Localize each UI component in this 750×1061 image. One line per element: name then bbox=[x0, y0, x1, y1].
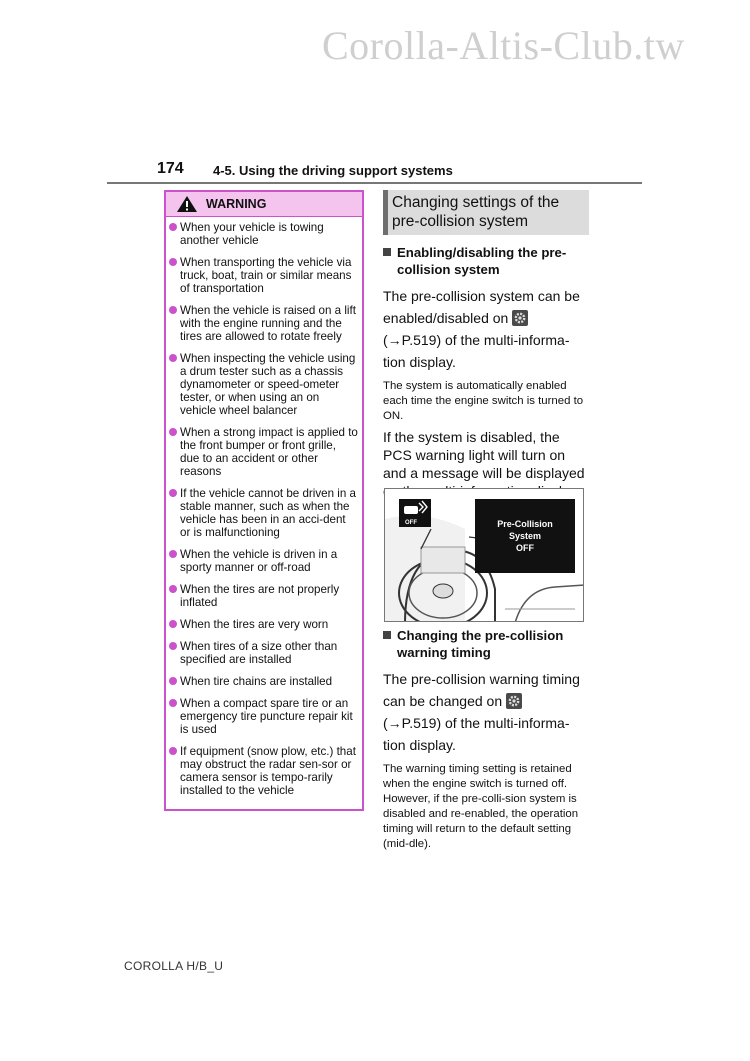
warning-item-text: If the vehicle cannot be driven in a stable manner, such as when the vehicle has been in an acci-dent or is malfunctioning bbox=[180, 487, 356, 539]
settings-column bbox=[383, 190, 585, 500]
bullet-dot-icon bbox=[169, 550, 177, 558]
bullet-dot-icon bbox=[169, 699, 177, 707]
warning-item-text: When tire chains are installed bbox=[180, 675, 333, 688]
warning-item-text: When your vehicle is towing another vehicle bbox=[180, 221, 324, 247]
display-line: Pre-Collision bbox=[497, 519, 553, 529]
warning-list bbox=[166, 217, 362, 797]
warning-item-text: If equipment (snow plow, etc.) that may obstruct the radar sen-sor or camera sensor is tempo-rarily installed to the vehicle bbox=[180, 745, 356, 797]
warning-item bbox=[169, 618, 358, 631]
enable-heading bbox=[383, 244, 585, 278]
bullet-dot-icon bbox=[169, 747, 177, 755]
bullet-dot-icon bbox=[169, 258, 177, 266]
display-line: System bbox=[508, 531, 542, 541]
warning-item bbox=[169, 675, 358, 688]
warning-item bbox=[169, 583, 358, 609]
bullet-dot-icon bbox=[169, 585, 177, 593]
bullet-dot-icon bbox=[169, 428, 177, 436]
warning-item-text: When the tires are very worn bbox=[180, 618, 329, 631]
warning-box bbox=[164, 190, 364, 811]
enable-text-before: The pre-collision system can be enabled/disabled on bbox=[383, 288, 580, 326]
square-bullet-icon bbox=[383, 631, 391, 639]
timing-section bbox=[383, 627, 585, 852]
timing-text-before: The pre-collision warning timing can be changed on bbox=[383, 671, 580, 709]
warning-item-text: When inspecting the vehicle using a drum tester such as a chassis dynamometer or speed-ometer tester, or when using an on vehicle wheel balancer bbox=[180, 352, 356, 417]
warning-item bbox=[169, 697, 358, 736]
warning-triangle-icon bbox=[176, 195, 198, 213]
warning-item-text: When the vehicle is driven in a sporty manner or off-road bbox=[180, 548, 338, 574]
warning-header bbox=[166, 192, 362, 217]
timing-heading-text: Changing the pre-collision warning timing bbox=[397, 628, 564, 660]
timing-paragraph bbox=[383, 668, 585, 756]
warning-item-text: When a compact spare tire or an emergency tire puncture repair kit is used bbox=[180, 697, 353, 736]
bullet-dot-icon bbox=[169, 677, 177, 685]
warning-item-text: When the tires are not properly inflated bbox=[180, 583, 340, 609]
enable-note: The system is automatically enabled each time the engine switch is turned to ON. bbox=[383, 380, 584, 422]
square-bullet-icon bbox=[383, 248, 391, 256]
timing-note: The warning timing setting is retained when the engine switch is turned off. However, if the pre-colli-sion system is disabled and re-enabled, the operation timing will return to the default setting (mid-dle). bbox=[383, 763, 579, 850]
bullet-dot-icon bbox=[169, 306, 177, 314]
warning-item bbox=[169, 548, 358, 574]
warning-item bbox=[169, 745, 358, 797]
bullet-dot-icon bbox=[169, 354, 177, 362]
enable-paragraph bbox=[383, 285, 585, 373]
warning-item bbox=[169, 426, 358, 478]
warning-item-text: When the vehicle is raised on a lift with the engine running and the tires are allowed to rotate freely bbox=[180, 304, 356, 343]
watermark: Corolla-Altis-Club.tw bbox=[322, 23, 685, 68]
section-title: 4-5. Using the driving support systems bbox=[213, 163, 453, 178]
display-line: OFF bbox=[516, 543, 534, 553]
header-divider bbox=[107, 182, 642, 184]
bullet-dot-icon bbox=[169, 489, 177, 497]
page-number: 174 bbox=[157, 160, 184, 177]
enable-heading-text: Enabling/disabling the pre-collision system bbox=[397, 245, 567, 277]
warning-item bbox=[169, 640, 358, 666]
warning-item bbox=[169, 304, 358, 343]
warning-item-text: When a strong impact is applied to the front bumper or front grille, due to an accident or other reasons bbox=[180, 426, 358, 478]
footer-model-code: COROLLA H/B_U bbox=[124, 959, 224, 973]
bullet-dot-icon bbox=[169, 223, 177, 231]
page-header bbox=[157, 160, 597, 182]
warning-title: WARNING bbox=[206, 197, 267, 211]
gear-icon bbox=[506, 693, 522, 709]
multi-information-display bbox=[475, 499, 575, 573]
warning-item bbox=[169, 352, 358, 417]
pcs-light-icon bbox=[399, 499, 431, 519]
pcs-light-off-label: OFF bbox=[405, 520, 417, 526]
warning-item bbox=[169, 256, 358, 295]
bullet-dot-icon bbox=[169, 642, 177, 650]
disabled-paragraph: If the system is disabled, the PCS warning light will turn on and a message will be displayed bbox=[383, 429, 585, 481]
warning-item bbox=[169, 221, 358, 247]
pcs-warning-light bbox=[399, 499, 431, 527]
bullet-dot-icon bbox=[169, 620, 177, 628]
settings-heading: Changing settings of the pre-collision system bbox=[383, 190, 589, 235]
enable-text-after: (→P.519) of the multi-informa-tion display. bbox=[383, 332, 570, 370]
pcs-off-illustration bbox=[384, 488, 584, 622]
warning-item-text: When transporting the vehicle via truck, boat, train or similar means of transportation bbox=[180, 256, 352, 295]
warning-item bbox=[169, 487, 358, 539]
gear-icon bbox=[512, 310, 528, 326]
timing-heading bbox=[383, 627, 585, 661]
timing-text-after: (→P.519) of the multi-informa-tion display. bbox=[383, 715, 570, 753]
warning-item-text: When tires of a size other than specified are installed bbox=[180, 640, 338, 666]
